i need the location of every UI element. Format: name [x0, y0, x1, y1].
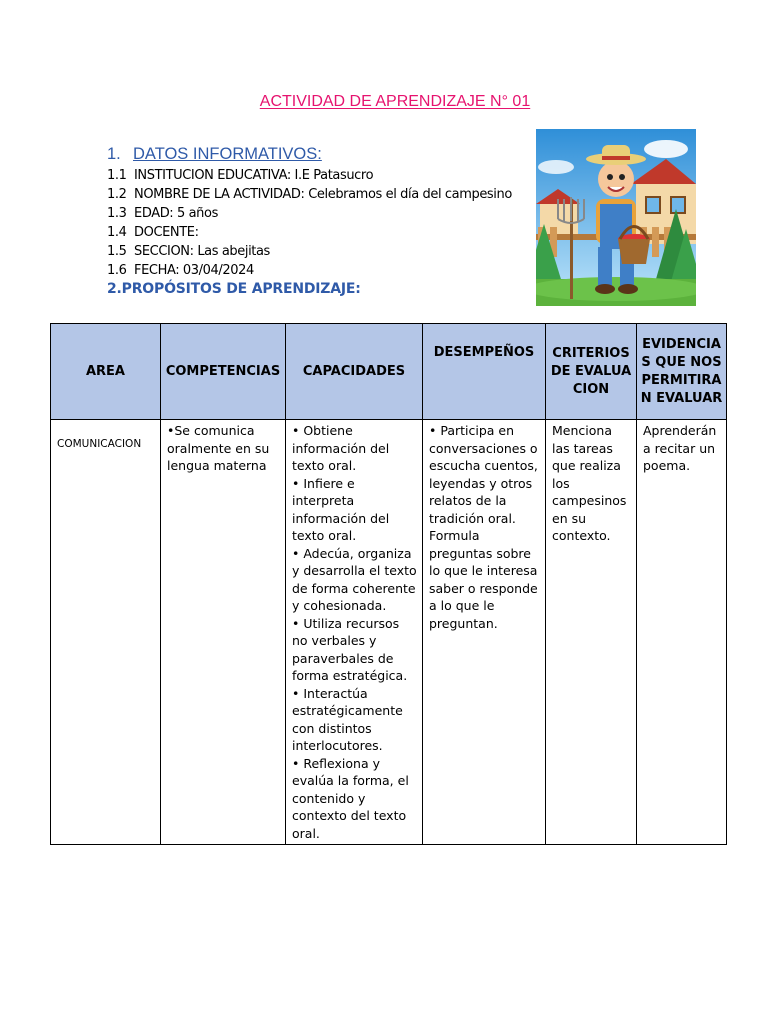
farmer-illustration-svg [536, 129, 696, 306]
info-text: SECCION: Las abejitas [134, 244, 270, 259]
capacidad-item: • Utiliza recursos no verbales y paraverbales de forma estratégica. [292, 615, 408, 683]
info-item [107, 261, 512, 280]
header-desempenos: DESEMPEÑOS [423, 324, 546, 420]
cell-capacidades [286, 420, 423, 845]
cell-criterios [546, 420, 637, 845]
capacidad-item: • Infiere e interpreta información del texto oral. [292, 475, 390, 543]
cell-competencias [161, 420, 286, 845]
header-area: AREA [51, 324, 161, 420]
info-text: EDAD: 5 años [134, 206, 218, 221]
table-header-row [51, 324, 727, 420]
competencia-text: •Se comunica oralmente en su lengua materna [167, 423, 270, 473]
info-number: 1.1 [107, 168, 127, 183]
cell-area [51, 420, 161, 845]
info-item [107, 185, 512, 204]
activity-title: ACTIVIDAD DE APRENDIZAJE N° 01 [259, 93, 531, 110]
capacidad-item: • Obtiene información del texto oral. [292, 423, 390, 473]
table-row [51, 420, 727, 845]
info-number: 1.4 [107, 225, 127, 240]
header-criterios-text: CRITERIOS DE EVALUACION [550, 345, 632, 397]
farmer-illustration [536, 129, 696, 306]
learning-purposes-table [50, 323, 727, 845]
header-capacidades: CAPACIDADES [286, 324, 423, 420]
info-text: NOMBRE DE LA ACTIVIDAD: Celebramos el día del campesino [134, 187, 512, 202]
area-text: COMUNICACION [57, 438, 142, 450]
info-item [107, 166, 512, 185]
info-text: DOCENTE: [134, 225, 199, 240]
section-number: 1. [107, 145, 121, 163]
desempenos-list [423, 420, 545, 634]
info-item [107, 242, 512, 261]
header-competencias: COMPETENCIAS [161, 324, 286, 420]
info-item [107, 204, 512, 223]
cell-evidencias [637, 420, 727, 845]
info-number: 1.6 [107, 263, 127, 278]
header-criterios [546, 324, 637, 420]
header-evidencias [637, 324, 727, 420]
desempeno-item: Formula preguntas sobre lo que le interesa saber o responde a lo que le preguntan. [429, 528, 538, 631]
section-label: DATOS INFORMATIVOS: [133, 145, 322, 163]
section-propositos: 2.PROPÓSITOS DE APRENDIZAJE: [107, 281, 361, 297]
header-evidencias-text: EVIDENCIAS QUE NOS PERMITIRAN EVALUAR [640, 336, 723, 406]
section-datos-informativos [107, 145, 322, 164]
capacidad-item: • Reflexiona y evalúa la forma, el contenido y contexto del texto oral. [292, 755, 409, 841]
capacidades-list [286, 420, 422, 844]
cell-desempenos [423, 420, 546, 845]
info-item [107, 223, 512, 242]
info-list [107, 166, 512, 280]
info-number: 1.5 [107, 244, 127, 259]
capacidad-item: • Interactúa estratégicamente con distintos interlocutores. [292, 685, 403, 753]
evidencias-text: Aprenderán a recitar un poema. [643, 423, 717, 473]
capacidad-item: • Adecúa, organiza y desarrolla el texto de forma coherente y cohesionada. [292, 545, 417, 613]
criterios-text: Menciona las tareas que realiza los campesinos en su contexto. [552, 423, 627, 543]
info-number: 1.2 [107, 187, 127, 202]
info-text: FECHA: 03/04/2024 [134, 263, 254, 278]
info-text: INSTITUCION EDUCATIVA: I.E Patasucro [134, 168, 374, 183]
desempeno-item: • Participa en conversaciones o escucha cuentos, leyendas y otros relatos de la tradición oral. [429, 423, 538, 526]
info-number: 1.3 [107, 206, 127, 221]
